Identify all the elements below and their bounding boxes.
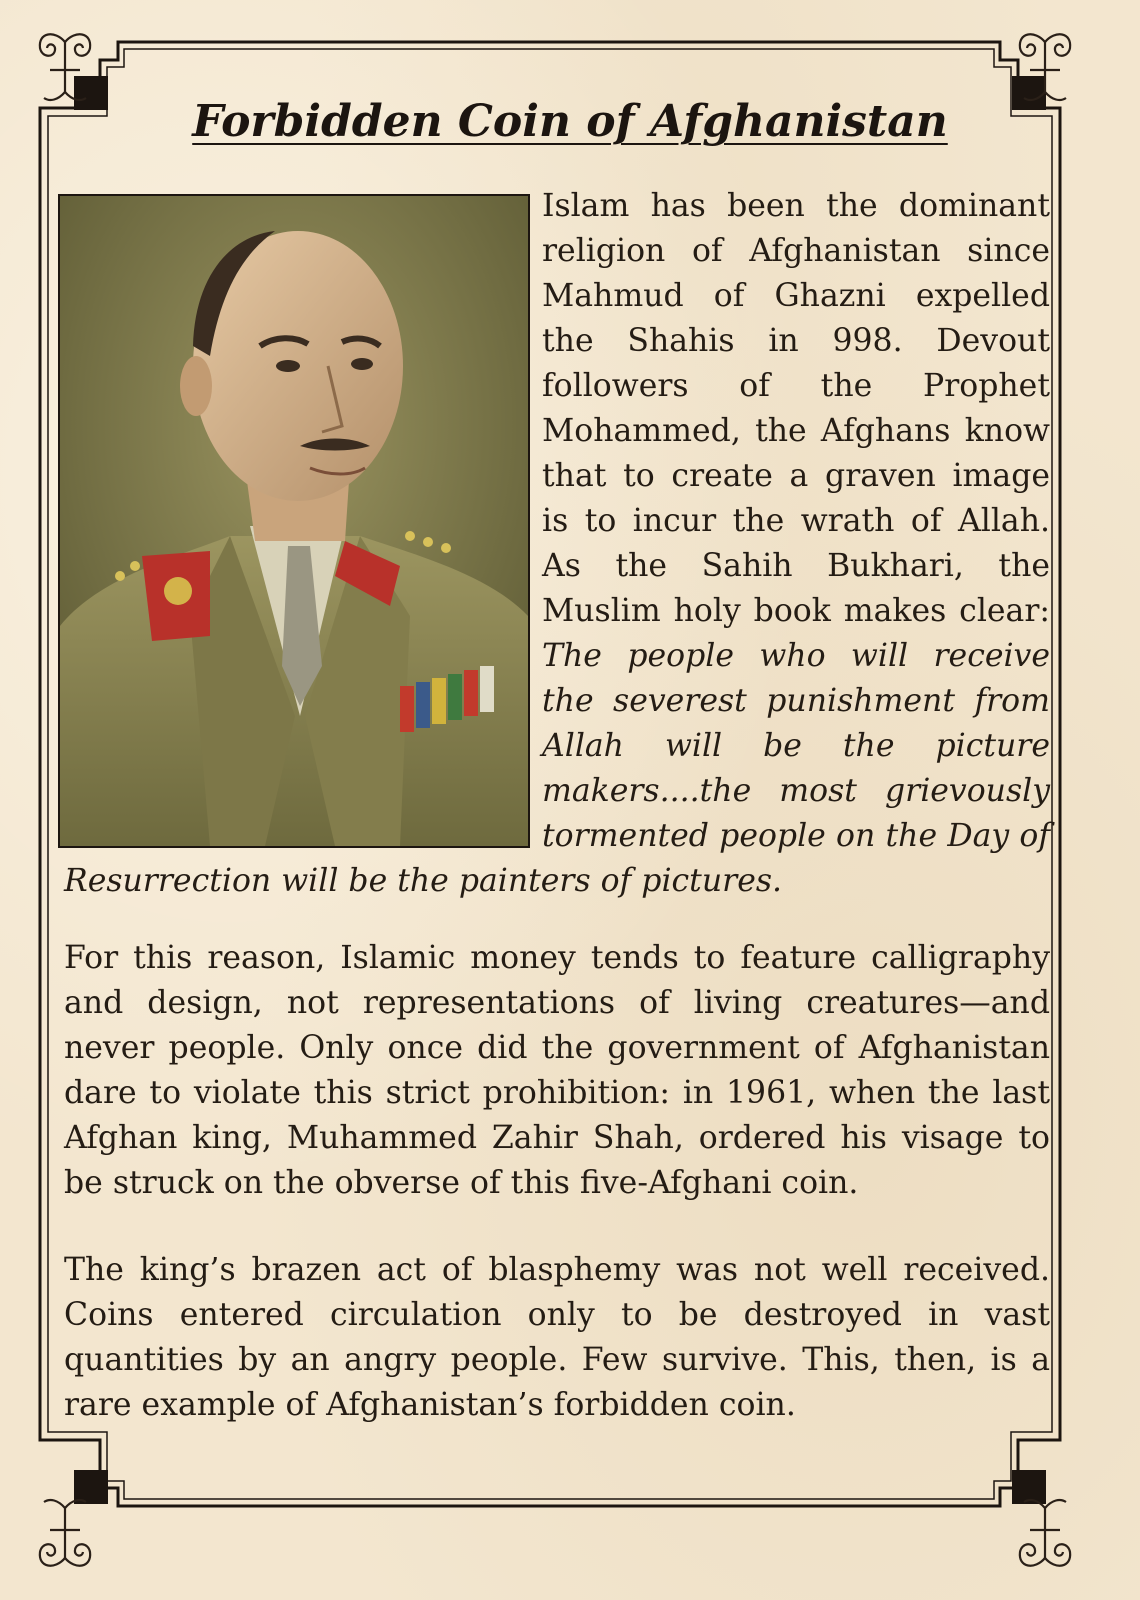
conclusion-paragraph: The king’s brazen act of blasphemy was not well received. Coins entered circulation only to be destroyed in vast quantities by an angry people. Few survive. This, then, is a rare example of Afghanistan’s forbidden coin. [64,1252,1050,1423]
intro-paragraph [64,184,1050,904]
fleur-de-lis-icon [20,1488,110,1578]
intro-text: Islam has been the dominant religion of Afghanistan since Mahmud of Ghazni expelled the Shahis in 998. Devout followers of the Prophet Mohammed, the Afghans know that to create a graven image is to incur the wrath of Allah. As the Sahih Bukhari, the Muslim holy book makes clear: [542,188,1050,629]
fleur-de-lis-icon [1000,1488,1090,1578]
history-paragraph: For this reason, Islamic money tends to feature calligraphy and design, not representations of living creatures—and never people. Only once did the government of Afghanistan dare to violate this strict prohibition: in 1961, when the last Afghan king, Muhammed Zahir Shah, ordered his visage to be struck on the obverse of this five-Afghani coin. [64,940,1050,1201]
hadith-quote: The people who will receive the severest punishment from Allah will be the picture makers....the most grievously tormented people on the Day of Resurrection will be the painters of pictures. [64,638,1050,899]
portrait-spacer [64,184,542,850]
page-title: Forbidden Coin of Afghanistan [192,96,948,147]
